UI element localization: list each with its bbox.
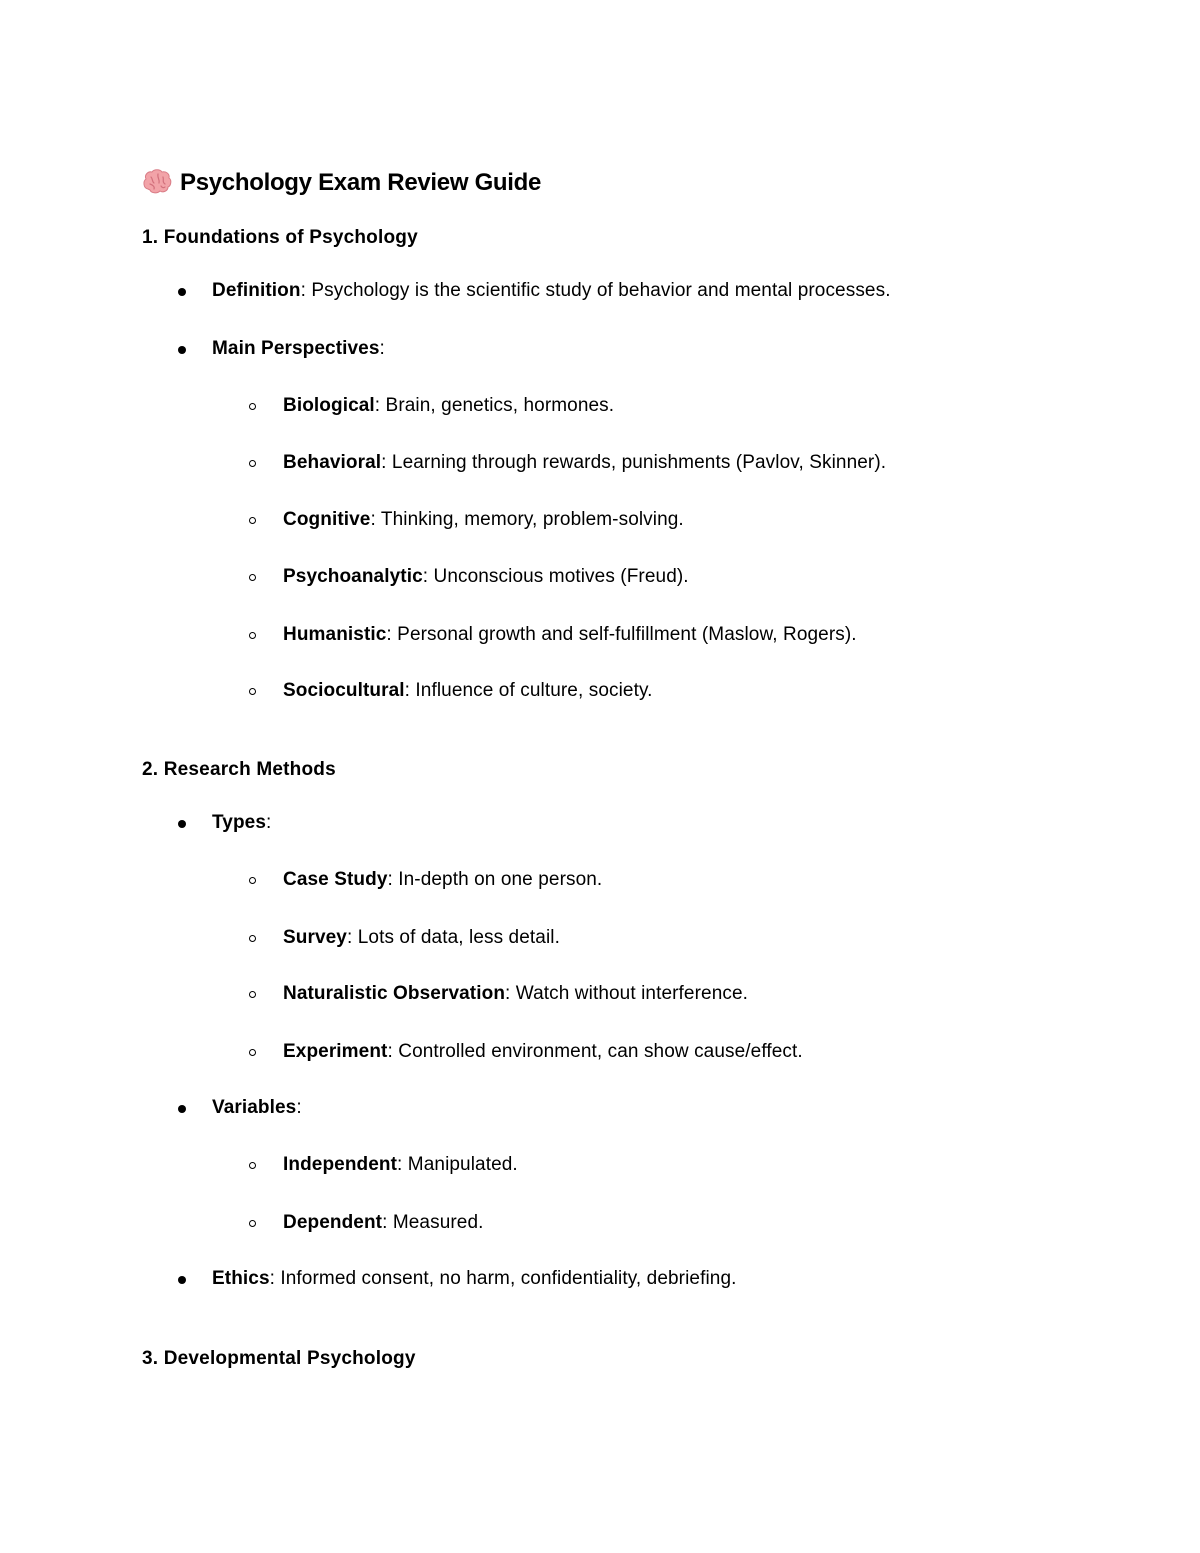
- list-item-main-perspectives: Main Perspectives:: [212, 338, 385, 359]
- circle-bullet-icon: [249, 991, 256, 998]
- bullet-icon: [178, 1105, 186, 1113]
- page-title: [142, 168, 541, 198]
- section-heading-2: 2. Research Methods: [142, 759, 336, 780]
- circle-bullet-icon: [249, 632, 256, 639]
- list-item-ethics: Ethics: Informed consent, no harm, confidentiality, debriefing.: [212, 1268, 737, 1289]
- brain-icon: [142, 169, 172, 195]
- list-item-dependent: Dependent: Measured.: [283, 1212, 484, 1233]
- title-text: Psychology Exam Review Guide: [180, 169, 542, 196]
- circle-bullet-icon: [249, 688, 256, 695]
- circle-bullet-icon: [249, 403, 256, 410]
- list-item-variables: Variables:: [212, 1097, 302, 1118]
- bullet-icon: [178, 288, 186, 296]
- circle-bullet-icon: [249, 1049, 256, 1056]
- bullet-icon: [178, 820, 186, 828]
- list-item-experiment: Experiment: Controlled environment, can show cause/effect.: [283, 1041, 803, 1062]
- list-item-definition: Definition: Psychology is the scientific study of behavior and mental processes.: [212, 280, 891, 301]
- circle-bullet-icon: [249, 460, 256, 467]
- list-item-humanistic: Humanistic: Personal growth and self-fulfillment (Maslow, Rogers).: [283, 624, 857, 645]
- circle-bullet-icon: [249, 1220, 256, 1227]
- circle-bullet-icon: [249, 1162, 256, 1169]
- section-heading-1: 1. Foundations of Psychology: [142, 227, 418, 248]
- bullet-icon: [178, 1276, 186, 1284]
- list-item-sociocultural: Sociocultural: Influence of culture, society.: [283, 680, 653, 701]
- circle-bullet-icon: [249, 935, 256, 942]
- circle-bullet-icon: [249, 517, 256, 524]
- list-item-naturalistic-observation: Naturalistic Observation: Watch without interference.: [283, 983, 749, 1004]
- bullet-icon: [178, 346, 186, 354]
- circle-bullet-icon: [249, 574, 256, 581]
- list-item-case-study: Case Study: In-depth on one person.: [283, 869, 603, 890]
- list-item-cognitive: Cognitive: Thinking, memory, problem-solving.: [283, 509, 684, 530]
- list-item-psychoanalytic: Psychoanalytic: Unconscious motives (Freud).: [283, 566, 689, 587]
- circle-bullet-icon: [249, 877, 256, 884]
- list-item-biological: Biological: Brain, genetics, hormones.: [283, 395, 615, 416]
- section-heading-3: 3. Developmental Psychology: [142, 1348, 416, 1369]
- list-item-independent: Independent: Manipulated.: [283, 1154, 518, 1175]
- list-item-types: Types:: [212, 812, 272, 833]
- list-item-behavioral: Behavioral: Learning through rewards, punishments (Pavlov, Skinner).: [283, 452, 887, 473]
- list-item-survey: Survey: Lots of data, less detail.: [283, 927, 560, 948]
